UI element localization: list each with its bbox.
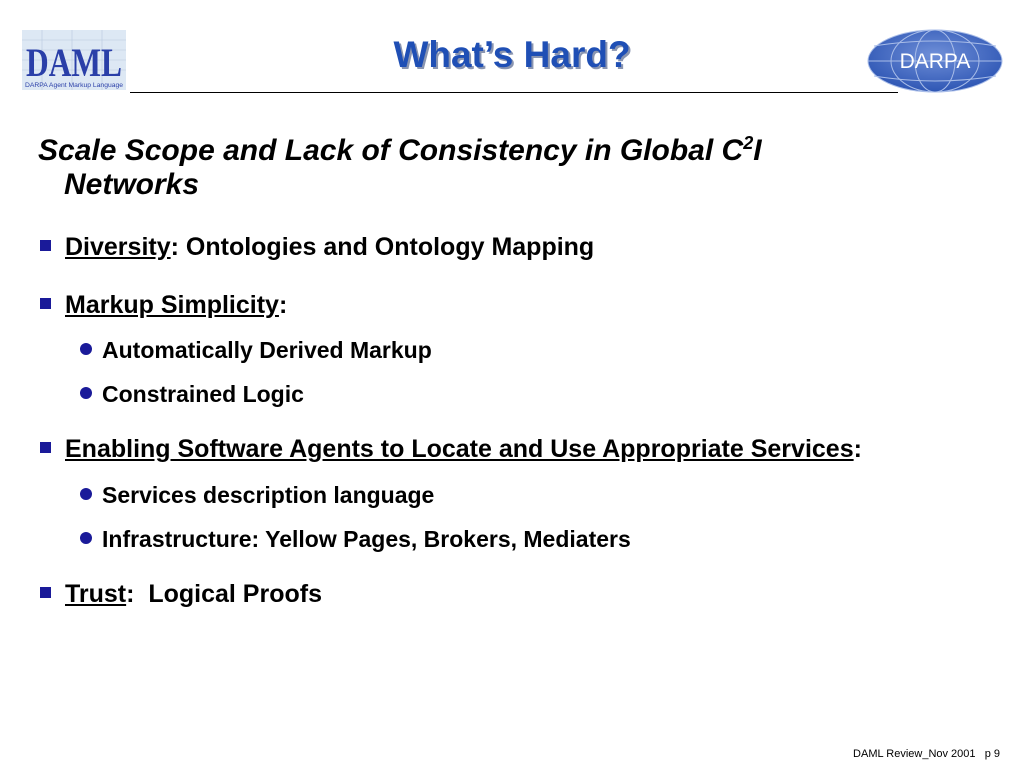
daml-logo-subtitle: DARPA Agent Markup Language xyxy=(25,83,124,89)
title-divider xyxy=(130,92,898,93)
square-bullet-icon xyxy=(40,298,51,309)
bullet-term: Enabling Software Agents to Locate and Use Appropriate Services xyxy=(65,435,854,463)
darpa-logo xyxy=(866,28,1004,94)
subbullet-text: Automatically Derived Markup xyxy=(102,337,432,363)
subbullet-services-description xyxy=(80,481,434,509)
bullet-term: Diversity xyxy=(65,233,171,261)
round-bullet-icon xyxy=(80,532,92,544)
subbullet-text: Constrained Logic xyxy=(102,381,304,407)
slide-heading xyxy=(38,134,938,202)
bullet-text: : xyxy=(853,435,862,463)
page-title: What’s Hard? xyxy=(393,34,631,75)
subbullet-infrastructure xyxy=(80,525,631,553)
heading-line2: Networks xyxy=(64,168,200,201)
bullet-trust xyxy=(40,579,322,609)
bullet-term: Trust xyxy=(65,580,127,608)
bullet-term: Markup Simplicity xyxy=(65,291,279,319)
round-bullet-icon xyxy=(80,488,92,500)
bullet-text: : Ontologies and Ontology Mapping xyxy=(170,233,595,261)
heading-line1-post: I xyxy=(753,134,762,167)
heading-superscript: 2 xyxy=(743,133,754,153)
bullet-text: : Logical Proofs xyxy=(126,580,322,608)
daml-logo-text: DAML xyxy=(26,40,122,85)
subbullet-auto-markup xyxy=(80,336,432,364)
heading-line1-pre: Scale Scope and Lack of Consistency in Global C xyxy=(38,134,744,167)
bullet-diversity xyxy=(40,232,594,262)
subbullet-constrained-logic xyxy=(80,380,304,408)
square-bullet-icon xyxy=(40,240,51,251)
subbullet-text: Infrastructure: Yellow Pages, Brokers, Mediaters xyxy=(102,526,631,552)
round-bullet-icon xyxy=(80,343,92,355)
subbullet-text: Services description language xyxy=(102,482,435,508)
bullet-software-agents xyxy=(40,434,862,464)
round-bullet-icon xyxy=(80,387,92,399)
darpa-logo-text: DARPA xyxy=(899,50,971,73)
square-bullet-icon xyxy=(40,442,51,453)
bullet-markup-simplicity xyxy=(40,290,287,320)
slide-footer: DAML Review_Nov 2001 p 9 xyxy=(853,748,1000,760)
square-bullet-icon xyxy=(40,587,51,598)
bullet-text: : xyxy=(278,291,288,319)
